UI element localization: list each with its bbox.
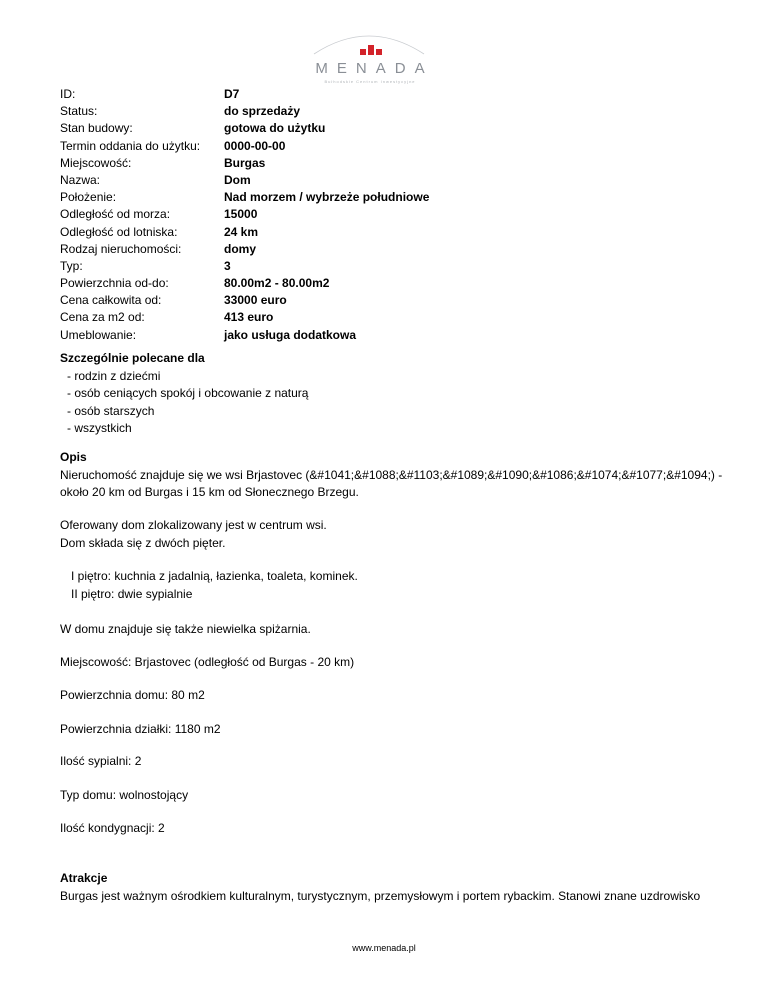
bedrooms-line [60,753,720,771]
floor-description: II piętro: dwie sypialnie [71,586,193,601]
property-info-table [60,86,429,344]
list-item: - rodzin z dziećmi [67,368,161,383]
info-value: 3 [224,258,231,273]
description-line: Typ domu: wolnostojący [60,788,189,802]
list-item: - wszystkich [67,421,132,435]
description-line: Miejscowość: Brjastovec (odległość od Burgas - 20 km) [60,655,355,669]
description-line: Oferowany dom zlokalizowany jest w centrum wsi. [60,518,327,532]
info-value: 15000 [224,207,258,222]
info-label: Termin oddania do użytku: [60,138,201,153]
info-row-total-price [60,292,429,309]
info-label: Cena całkowita od: [60,293,162,308]
description-line: Powierzchnia domu: 80 m2 [60,688,205,702]
info-value: Nad morzem / wybrzeże południowe [224,190,430,205]
info-label: Odległość od lotniska: [60,224,178,239]
attractions-heading: Atrakcje [60,871,108,885]
floors-block [60,568,731,603]
info-value: Dom [224,172,251,187]
attractions-section [60,870,720,905]
info-label: Cena za m2 od: [60,310,145,325]
plot-area-line [60,721,720,739]
info-value: 0000-00-00 [224,138,286,153]
description-line: W domu znajduje się także niewielka spiżarnia. [60,622,311,636]
info-row-area-range [60,275,429,292]
recommended-heading: Szczególnie polecane dla [60,351,205,365]
info-value: domy [224,241,257,256]
info-row-property-type [60,241,429,258]
attractions-text: Burgas jest ważnym ośrodkiem kulturalnym, turystycznym, przemysłowym i portem rybackim. Stanowi znane uzdrowisko [60,888,701,903]
floors-count-line [60,820,720,838]
description-line: Dom składa się z dwóch pięter. [60,535,226,550]
info-label: Powierzchnia od-do: [60,276,169,291]
info-row-construction-status [60,120,429,137]
house-type-line [60,787,720,805]
info-value: jako usługa dodatkowa [224,327,357,342]
info-row-type [60,258,429,275]
info-label: Rodzaj nieruchomości: [60,241,182,256]
company-logo [305,20,435,84]
logo-blocks-icon [359,45,383,55]
info-value: gotowa do użytku [224,121,326,136]
info-value: 24 km [224,224,259,239]
pantry-line [60,621,720,639]
info-value: D7 [224,87,240,101]
info-label: ID: [60,87,76,101]
info-label: Odległość od morza: [60,207,171,222]
info-value: 413 euro [224,310,274,325]
floor-description: I piętro: kuchnia z jadalnią, łazienka, toaleta, kominek. [71,569,358,583]
info-row-airport-distance [60,224,429,241]
house-area-line [60,687,720,705]
description-line: Ilość kondygnacji: 2 [60,821,165,835]
info-row-status [60,103,429,120]
info-label: Typ: [60,258,83,273]
footer-url: www.menada.pl [352,943,416,953]
logo-name: MENADA [315,60,434,77]
info-value: 80.00m2 - 80.00m2 [224,276,330,291]
info-label: Stan budowy: [60,121,133,136]
description-line: Ilość sypialni: 2 [60,754,142,768]
description-line: około 20 km od Burgas i 15 km od Słonecznego Brzegu. [60,485,359,499]
description-line: Powierzchnia działki: 1180 m2 [60,722,221,736]
info-label: Położenie: [60,190,117,205]
info-row-furnishing [60,327,429,344]
info-label: Status: [60,104,98,119]
info-label: Miejscowość: [60,155,132,170]
info-row-id [60,86,429,103]
info-row-sea-distance [60,206,429,223]
logo-tagline: Bułhodskie Centrum Inwestycyjne [324,79,416,84]
info-row-name [60,172,429,189]
info-row-city [60,155,429,172]
location-line [60,654,720,672]
description-heading: Opis [60,450,87,464]
house-location-block [60,517,720,552]
list-item: - osób starszych [67,403,155,418]
info-row-price-per-m2 [60,309,429,326]
info-row-completion-date [60,138,429,155]
description-section [60,449,723,502]
info-row-location [60,189,429,206]
info-value: 33000 euro [224,293,287,308]
info-value: Burgas [224,155,266,170]
description-line: Nieruchomość znajduje się we wsi Brjastovec (&#1041;&#1088;&#1103;&#1089;&#1090;&#1086;&#1074;&#1077;&#1094;) - [60,467,723,482]
info-label: Umeblowanie: [60,327,137,342]
info-label: Nazwa: [60,172,101,187]
recommended-section [60,350,720,438]
list-item: - osób ceniących spokój i obcowanie z naturą [67,386,309,400]
info-value: do sprzedaży [224,104,301,119]
